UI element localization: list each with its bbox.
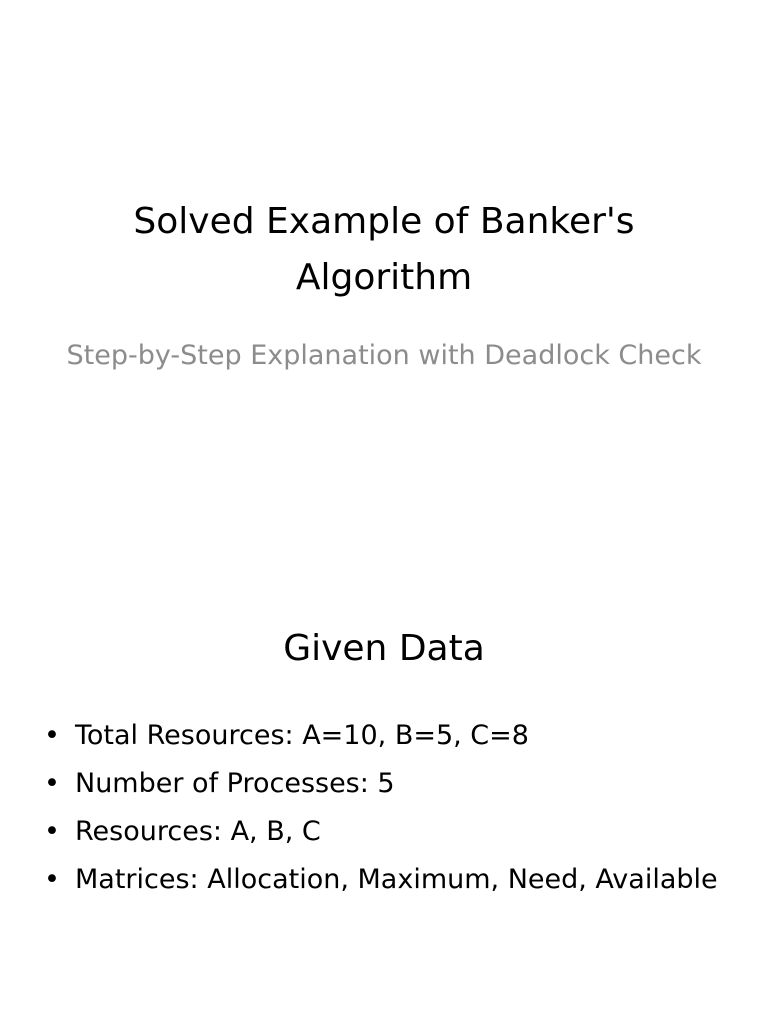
bullet-item bbox=[40, 764, 728, 804]
bullet-dot-icon: • bbox=[44, 720, 60, 751]
bullet-dot-icon: • bbox=[44, 864, 60, 895]
bullet-text: Resources: A, B, C bbox=[75, 816, 321, 847]
bullet-item bbox=[40, 812, 728, 852]
bullet-list bbox=[40, 716, 728, 908]
bullet-dot-icon: • bbox=[44, 816, 60, 847]
bullet-text: Number of Processes: 5 bbox=[75, 768, 395, 799]
bullet-item bbox=[40, 716, 728, 756]
slide-title: Solved Example of Banker's Algorithm bbox=[133, 201, 635, 298]
bullet-text: Matrices: Allocation, Maximum, Need, Available bbox=[75, 864, 718, 895]
slide-heading: Given Data bbox=[283, 628, 485, 669]
bullet-dot-icon: • bbox=[44, 768, 60, 799]
bullet-text: Total Resources: A=10, B=5, C=8 bbox=[75, 720, 529, 751]
given-data-slide bbox=[0, 576, 768, 1024]
bullet-item bbox=[40, 860, 728, 900]
slide-subtitle: Step-by-Step Explanation with Deadlock Check bbox=[66, 340, 702, 371]
